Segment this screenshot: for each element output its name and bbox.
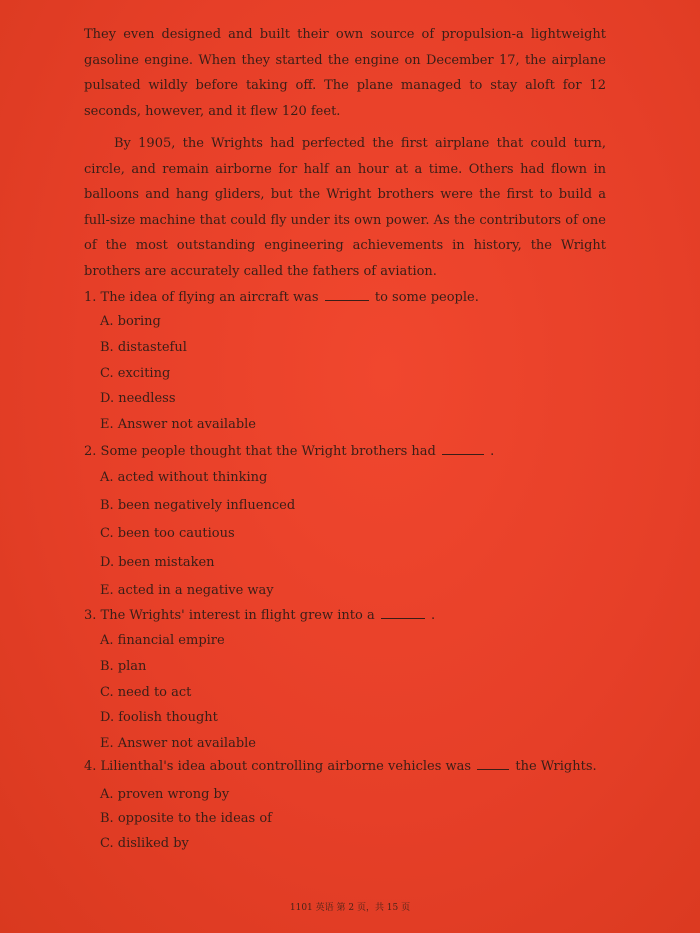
- question-2-option-e: E. acted in a negative way: [100, 583, 274, 598]
- question-4-option-b: B. opposite to the ideas of: [100, 811, 272, 826]
- passage-paragraph-2-text: By 1905, the Wrights had perfected the first airplane that could turn, circle, and remain airborne for half an hour at a time. Others had flown in balloons and hang gliders, but the Wright brothers were the first to build a full-size machine that could fly under its own power. As the contributors of one of the most outstanding engineering achievements in history, the Wright brothers are accurately called the fathers of aviation.: [84, 136, 606, 279]
- question-3-stem-end: .: [431, 608, 436, 623]
- question-3-blank: [381, 607, 425, 619]
- question-1-stem: [84, 289, 479, 306]
- question-1-option-b: B. distasteful: [100, 340, 187, 355]
- question-3-option-d: D. foolish thought: [100, 710, 218, 725]
- question-3-stem-start: 3. The Wrights' interest in flight grew into a: [84, 608, 375, 623]
- question-2-stem-start: 2. Some people thought that the Wright brothers had: [84, 444, 436, 459]
- question-4-stem-start: 4. Lilienthal's idea about controlling airborne vehicles was: [84, 759, 472, 774]
- question-3-option-b: B. plan: [100, 659, 147, 674]
- question-3-option-c: C. need to act: [100, 685, 192, 700]
- question-2-stem-end: .: [490, 444, 495, 459]
- question-1-option-c: C. exciting: [100, 366, 171, 381]
- question-2-stem: [84, 443, 494, 460]
- question-1-blank: [325, 289, 369, 301]
- question-4-option-a: A. proven wrong by: [100, 787, 230, 802]
- question-2-blank: [442, 443, 484, 455]
- question-4-blank: [477, 758, 509, 770]
- question-4-stem-end: the Wrights.: [515, 759, 597, 774]
- page-footer: 1101 英语 第 2 页，共 15 页: [289, 903, 411, 913]
- question-4-stem: [84, 758, 597, 775]
- question-1-option-a: A. boring: [100, 314, 161, 329]
- question-1-option-e: E. Answer not available: [100, 417, 256, 432]
- question-3-option-a: A. financial empire: [100, 633, 225, 648]
- question-2-option-b: B. been negatively influenced: [100, 498, 296, 513]
- question-3-stem: [84, 607, 435, 624]
- question-2-option-c: C. been too cautious: [100, 526, 235, 541]
- question-1-stem-start: 1. The idea of flying an aircraft was: [84, 290, 319, 305]
- passage-paragraph-1: They even designed and built their own source of propulsion-a lightweight gasoline engine. When they started the engine on December 17, the airplane pulsated wildly before taking off. The plane managed to stay aloft for 12 seconds, however, and it flew 120 feet.: [84, 27, 606, 119]
- question-4-option-c: C. disliked by: [100, 836, 189, 851]
- question-1-stem-end: to some people.: [374, 290, 479, 305]
- question-2-option-d: D. been mistaken: [100, 555, 215, 570]
- question-1-option-d: D. needless: [100, 391, 176, 406]
- question-2-option-a: A. acted without thinking: [100, 470, 268, 485]
- passage-paragraph-2: [84, 131, 606, 284]
- question-3-option-e: E. Answer not available: [100, 736, 256, 751]
